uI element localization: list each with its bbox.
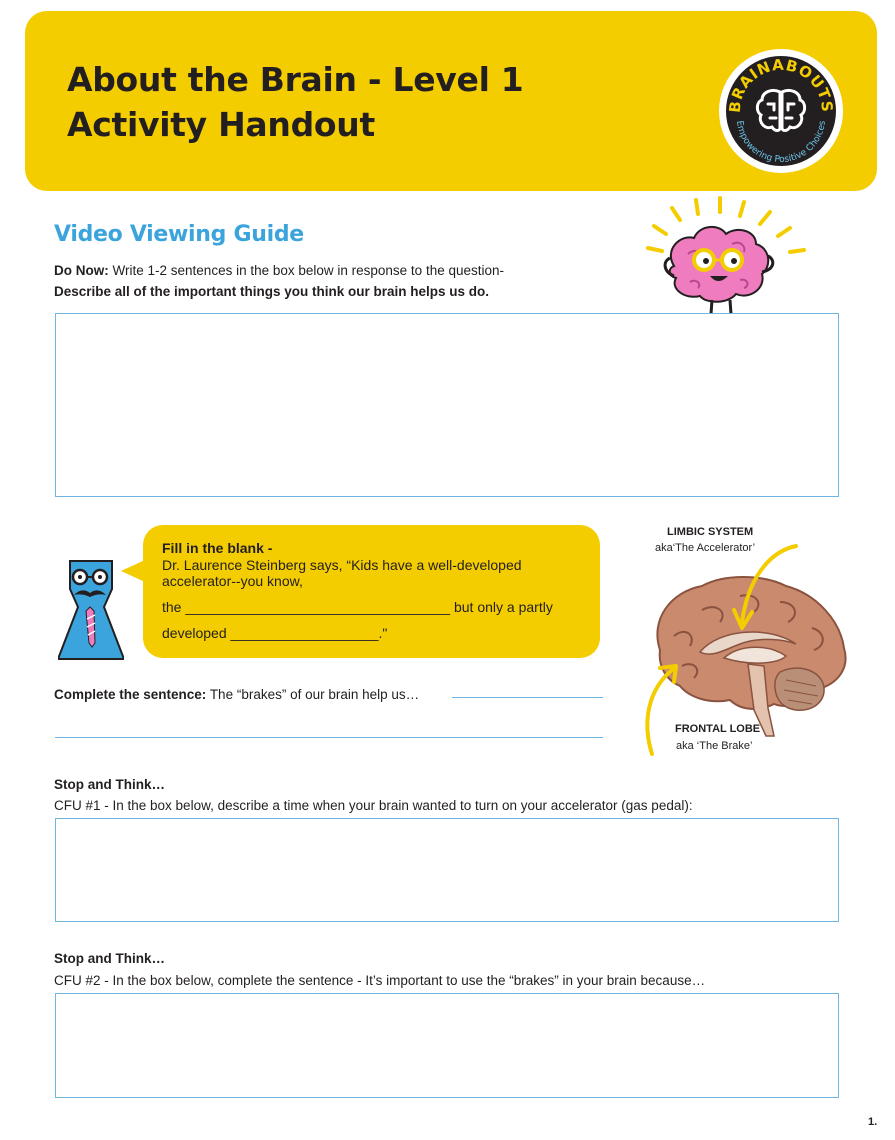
do-now-label: Do Now: (54, 263, 109, 278)
answer-line-2[interactable] (55, 737, 603, 738)
stop-think-2-prompt: CFU #2 - In the box below, complete the sentence - It’s important to use the “brakes” in your brain because… (54, 973, 706, 988)
page-title (67, 57, 523, 147)
complete-sentence-prompt (54, 686, 419, 704)
fill-blank-line-1: Dr. Laurence Steinberg says, “Kids have a well-developed (162, 557, 522, 573)
do-now-text: Write 1-2 sentences in the box below in response to the question- (112, 263, 504, 278)
cfu-1-answer-box[interactable] (55, 818, 839, 922)
frontal-lobe-title: FRONTAL LOBE (675, 723, 761, 735)
do-now-question: Describe all of the important things you think our brain helps us do. (54, 284, 490, 299)
cartoon-character-icon (58, 555, 124, 663)
fill-blank-line-2: accelerator--you know, (162, 573, 303, 589)
logo-tagline-text: Empowering Positive Choices (734, 120, 828, 166)
limbic-system-aka: aka‘The Accelerator’ (655, 542, 756, 554)
fill-blank-line-4 (162, 625, 387, 641)
stop-think-1-prompt: CFU #1 - In the box below, describe a time when your brain wanted to turn on your accelerator (gas pedal): (54, 798, 693, 813)
limbic-system-title: LIMBIC SYSTEM (667, 526, 754, 538)
fill-blank-heading: Fill in the blank - (162, 540, 273, 556)
cfu-2-answer-box[interactable] (55, 993, 839, 1098)
logo-brand-text: BRAINABOUTS (725, 55, 837, 114)
brainabouts-logo (718, 48, 844, 174)
fill-blank-blank-2[interactable]: ___________________." (230, 625, 388, 641)
fill-blank-line-3-end: but only a partly (453, 599, 553, 615)
title-line-2: Activity Handout (67, 105, 375, 144)
speech-bubble-tail (121, 560, 145, 582)
complete-sentence-label: Complete the sentence: (54, 687, 207, 702)
answer-line-1[interactable] (452, 697, 603, 698)
header-banner (25, 11, 877, 191)
do-now-answer-box[interactable] (55, 313, 839, 497)
title-line-1: About the Brain - Level 1 (67, 60, 524, 99)
fill-blank-line-3 (162, 599, 553, 615)
page-number: 1. (868, 1116, 878, 1128)
stop-think-2-heading: Stop and Think… (54, 951, 165, 966)
do-now-instruction (54, 262, 504, 280)
section-title: Video Viewing Guide (54, 222, 304, 247)
fill-blank-line-3-start: the (162, 599, 182, 615)
fill-blank-blank-1[interactable]: __________________________________ (185, 599, 451, 615)
stop-think-1-heading: Stop and Think… (54, 777, 165, 792)
fill-blank-line-4-start: developed (162, 625, 227, 641)
complete-sentence-text: The “brakes” of our brain help us… (209, 687, 420, 702)
frontal-lobe-aka: aka ‘The Brake’ (676, 740, 753, 752)
